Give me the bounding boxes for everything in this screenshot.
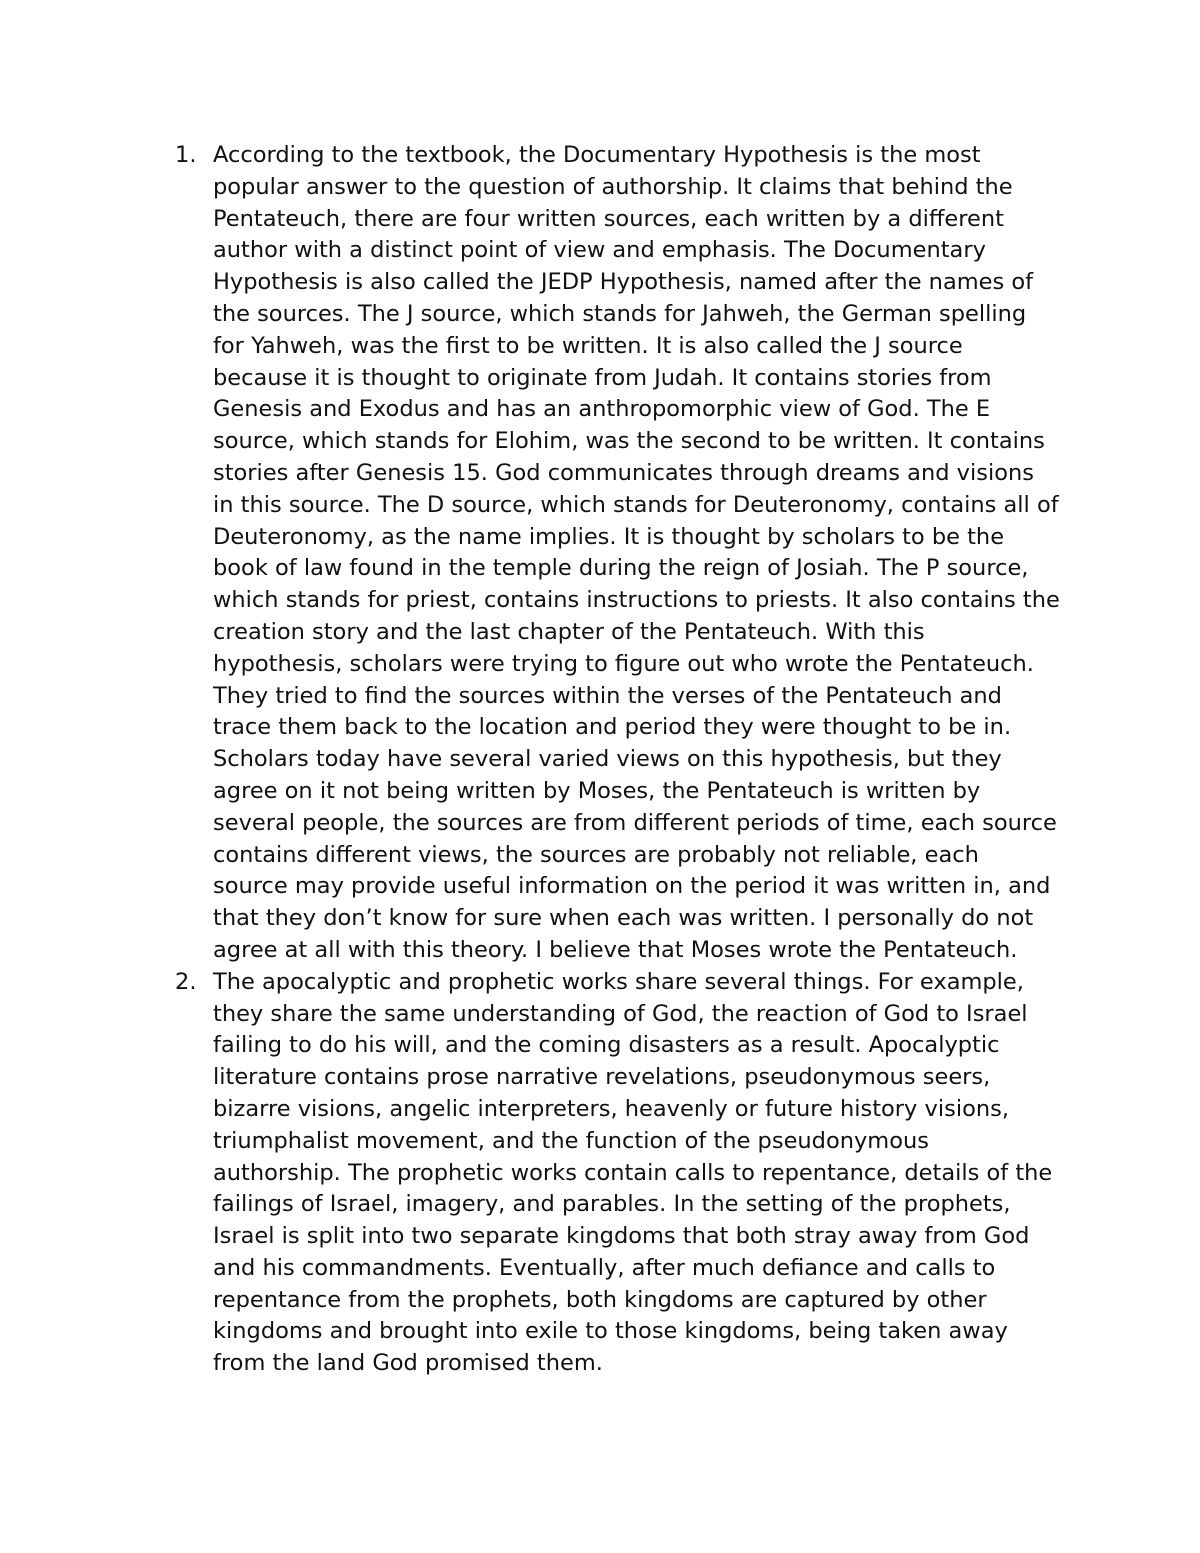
item-text: According to the textbook, the Documentary Hypothesis is the most popular answer to the question of authorship. It claims that behind the Pentateuch, there are four written sources, each written by a different author with a distinct point of view and emphasis. The Documentary Hypothesis is also called the JEDP Hypothesis, named after the names of the sources. The J source, which stands for Jahweh, the German spelling for Yahweh, was the first to be written. It is also called the J source because it is thought to originate from Judah. It contains stories from Genesis and Exodus and has an anthropomorphic view of God. The E source, which stands for Elohim, was the second to be written. It contains stories after Genesis 15. God communicates through dreams and visions in this source. The D source, which stands for Deuteronomy, contains all of Deuteronomy, as the name implies. It is thought by scholars to be the book of law found in the temple during the reign of Josiah. The P source, which stands for priest, contains instructions to priests. It also contains the creation story and the last chapter of the Pentateuch. With this hypothesis, scholars were trying to figure out who wrote the Pentateuch. They tried to find the sources within the verses of the Pentateuch and trace them back to the location and period they were thought to be in. Scholars today have several varied views on this hypothesis, but they agree on it not being written by Moses, the Pentateuch is written by several people, the sources are from different periods of time, each source contains different views, the sources are probably not reliable, each source may provide useful information on the period it was written in, and that they don’t know for sure when each was written. I personally do not agree at all with this theory. I believe that Moses wrote the Pentateuch. <box>213 142 1060 963</box>
item-number: 2. <box>175 968 197 995</box>
list-item <box>170 140 1060 967</box>
list-item <box>170 967 1060 1380</box>
answer-list <box>170 140 1060 1380</box>
item-text: The apocalyptic and prophetic works share several things. For example, they share the same understanding of God, the reaction of God to Israel failing to do his will, and the coming disasters as a result. Apocalyptic literature contains prose narrative revelations, pseudonymous seers, bizarre visions, angelic interpreters, heavenly or future history visions, triumphalist movement, and the function of the pseudonymous authorship. The prophetic works contain calls to repentance, details of the failings of Israel, imagery, and parables. In the setting of the prophets, Israel is split into two separate kingdoms that both stray away from God and his commandments. Eventually, after much defiance and calls to repentance from the prophets, both kingdoms are captured by other kingdoms and brought into exile to those kingdoms, being taken away from the land God promised them. <box>213 968 1053 1377</box>
item-number: 1. <box>175 142 197 168</box>
